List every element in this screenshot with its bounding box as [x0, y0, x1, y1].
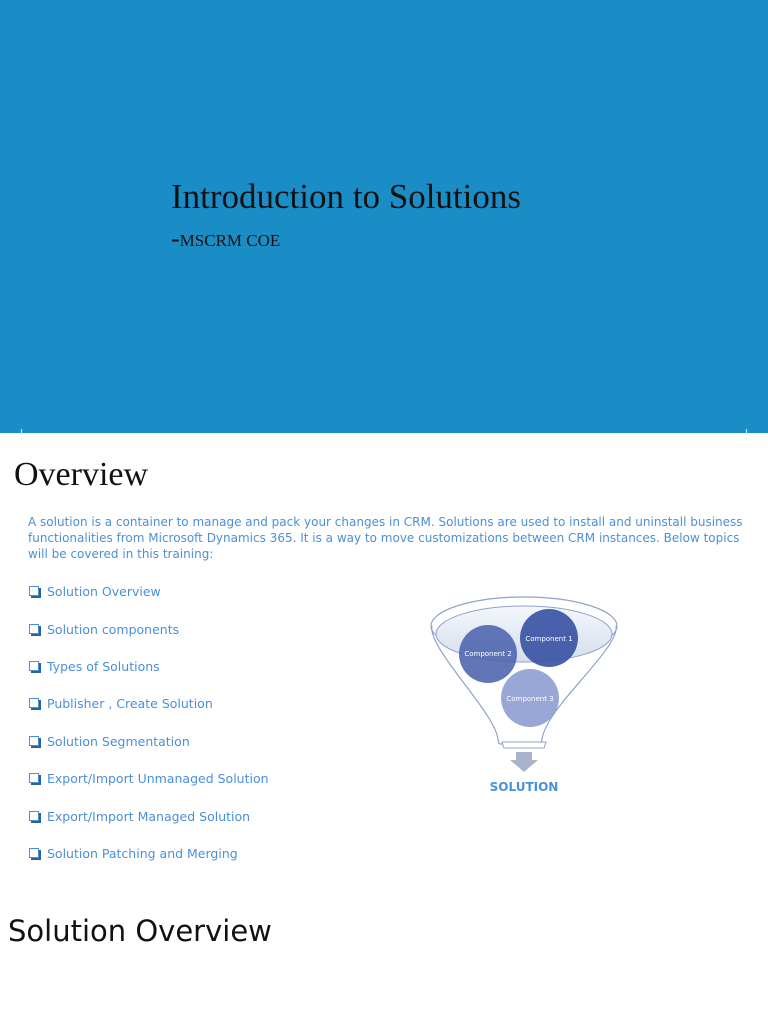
topic-label: Solution Overview	[47, 583, 161, 599]
solution-output-label: SOLUTION	[489, 780, 559, 794]
slide-title: Introduction to Solutions	[171, 177, 521, 216]
checkbox-bullet-icon	[29, 848, 39, 858]
list-item	[29, 843, 238, 863]
subtitle-dash: -	[171, 224, 180, 253]
title-slide	[0, 0, 768, 433]
list-item	[29, 731, 190, 751]
component-label: Component 2	[464, 650, 512, 658]
checkbox-bullet-icon	[29, 624, 39, 634]
down-arrow-icon	[510, 752, 538, 772]
checkbox-bullet-icon	[29, 811, 39, 821]
overview-intro-text: A solution is a container to manage and pack your changes in CRM. Solutions are used to install and uninstall business functionalities from Microsoft Dynamics 365. It is a way to move customizations between CRM instances. Below topics will be covered in this training:	[28, 515, 743, 561]
topic-label: Solution components	[47, 621, 180, 637]
slide-corner-mark	[21, 429, 22, 433]
topic-label: Types of Solutions	[47, 658, 160, 674]
topic-label: Export/Import Managed Solution	[47, 808, 251, 824]
topic-label: Solution Segmentation	[47, 733, 190, 749]
list-item	[29, 581, 161, 601]
checkbox-bullet-icon	[29, 698, 39, 708]
slide-subtitle	[171, 226, 280, 255]
checkbox-bullet-icon	[29, 736, 39, 746]
overview-heading: Overview	[14, 456, 149, 493]
checkbox-bullet-icon	[29, 661, 39, 671]
topic-label: Publisher , Create Solution	[47, 695, 213, 711]
list-item	[29, 619, 179, 639]
slide-corner-mark	[746, 429, 747, 433]
list-item	[29, 768, 269, 788]
solution-funnel-diagram	[424, 592, 624, 802]
checkbox-bullet-icon	[29, 586, 39, 596]
list-item	[29, 693, 213, 713]
topic-label: Export/Import Unmanaged Solution	[47, 770, 269, 786]
section-heading: Solution Overview	[8, 914, 272, 948]
list-item	[29, 806, 250, 826]
funnel-spout	[502, 742, 546, 748]
topic-label: Solution Patching and Merging	[47, 845, 238, 861]
component-label: Component 1	[525, 635, 573, 643]
checkbox-bullet-icon	[29, 773, 39, 783]
component-label: Component 3	[506, 695, 554, 703]
subtitle-text: MSCRM COE	[179, 231, 281, 250]
list-item	[29, 656, 160, 676]
